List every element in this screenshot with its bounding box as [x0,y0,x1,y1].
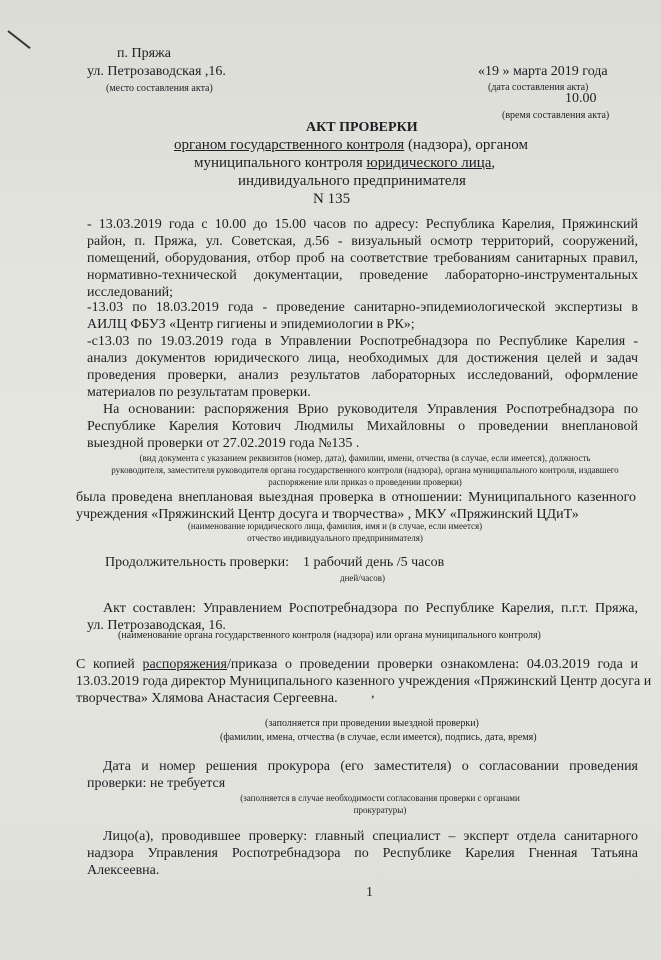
paragraph-site-inspection [87,216,638,301]
text-line: 13.03.2019 года директор Муниципального казенного учреждения «Пряжинский Центр досуга и [76,674,652,689]
paragraph-compiled-by [87,600,638,634]
time-caption: (время составления акта) [502,110,610,121]
entity-caption [170,520,500,544]
caption-line: отчество индивидуального предпринимателя) [247,533,423,543]
caption-line: прокуратуры) [353,805,407,815]
text-line: анализ документов юридического лица, необходимых для достижения целей и задач [87,351,638,366]
prosecutor-caption [210,792,550,816]
text-line: проверки: не требуется [87,776,226,791]
paragraph-document-analysis [87,333,638,401]
act-time: 10.00 [565,91,597,106]
duration-caption: дней/часов) [340,573,385,583]
text-line: была проведена внеплановая выездная проверка в отношении: Муниципального казенного [76,490,636,505]
paragraph-acquainted [76,656,652,707]
basis-caption [80,452,650,488]
text-line: Алексеевна. [87,863,160,878]
text-line: Лицо(а), проводившее проверку: главный специалист – эксперт отдела санитарного [103,829,638,844]
paragraph-expertise [87,299,638,333]
text-line [76,656,638,673]
acquainted-caption2: (фамилии, имена, отчества (в случае, если имеется), подпись, дата, время) [220,732,537,743]
text-line: Дата и номер решения прокурора (его заместителя) о согласовании проведения [103,759,638,774]
pen-mark [7,30,30,49]
caption-line: (наименование юридического лица, фамилия, имя и (в случае, если имеется) [187,521,483,531]
text-fragment-underlined: распоряжения [142,657,227,672]
text-line: творчества» Хлямова Анастасия Сергеевна. [76,691,338,706]
text-line: Республике Карелия Котович Людмилы Михайловны о проведении внеплановой [87,419,638,434]
text-line: надзора Управления Роспотребнадзора по Республике Карелия Гненная Татьяна [87,846,638,861]
text-line: проведения проверки, анализ результатов лабораторных исследований, оформление [87,368,638,383]
text-line: На основании: распоряжения Врио руководителя Управления Роспотребнадзора по [103,402,638,417]
acquainted-caption1: (заполняется при проведении выездной проверки) [265,718,479,729]
document-title: АКТ ПРОВЕРКИ [306,120,418,135]
title-line1-underlined: органом государственного контроля [174,137,405,153]
duration-label: Продолжительность проверки: [105,555,289,570]
text-line: нормативно-технической документации, проведение лабораторно-инструментальных [87,268,638,283]
paragraph-basis [87,401,638,452]
paragraph-inspector [87,828,638,879]
text-line: помещений, оборудования, отбор проб на соответствие требованиям санитарных правил, [87,251,638,266]
text-fragment: С копией [76,657,143,672]
title-line2 [194,156,495,171]
text-line: исследований; [87,285,174,300]
text-line: АИЛЦ ФБУЗ «Центр гигиены и эпидемиологии в РК»; [87,317,415,332]
title-line1-rest: (надзора), органом [404,137,528,153]
text-line: -13.03 по 18.03.2019 года - проведение санитарно-эпидемиологической экспертизы в [87,300,638,315]
caption-line: (вид документа с указанием реквизитов (номер, дата), фамилии, имени, отчества (в случае, если имеется), должность [139,453,591,463]
title-line2-underlined: юридического лица [366,155,492,171]
caption-line: руководителя, заместителя руководителя органа государственного контроля (надзора), органа муниципального контроля, издавшего [111,465,619,475]
caption-line: распоряжение или приказ о проведении проверки) [268,477,462,487]
act-number: N 135 [313,191,351,207]
title-line1 [174,138,528,153]
duration-value: 1 рабочий день /5 часов [303,555,445,570]
text-line: - 13.03.2019 года с 10.00 до 15.00 часов по адресу: Республика Карелия, Пряжинский [87,217,638,232]
text-line: материалов по результатам проверки. [87,385,311,400]
title-line2-start: муниципального контроля [194,155,367,171]
text-line: район, п. Пряжа, ул. Советская, д.56 - визуальный осмотр территорий, сооружений, [87,234,638,249]
caption-line: (заполняется в случае необходимости согласования проверки с органами [240,793,520,803]
text-line: Акт составлен: Управлением Роспотребнадзора по Республике Карелия, п.г.т. Пряжа, [103,601,638,616]
text-line: выездной проверки от 27.02.2019 года №135 . [87,436,360,451]
title-line2-comma: , [491,155,496,171]
place-line1: п. Пряжа [117,46,171,61]
place-line2: ул. Петрозаводская ,16. [87,64,226,79]
place-caption: (место составления акта) [106,83,213,94]
act-date: «19 » марта 2019 года [478,64,608,79]
text-line: ул. Петрозаводская, 16. [87,618,226,633]
page-number: 1 [366,885,373,900]
paragraph-inspected-entity [76,489,636,523]
text-fragment: /приказа о проведении проверки ознакомлена: 04.03.2019 года и [226,657,638,672]
text-line: -с13.03 по 19.03.2019 года в Управлении Роспотребнадзора по Республике Карелия - [87,334,638,349]
date-caption: (дата составления акта) [488,82,589,93]
paragraph-prosecutor [87,758,638,792]
handwritten-mark: , [371,686,375,701]
compiled-by-caption: (наименование органа государственного контроля (надзора) или органа муниципального контроля) [118,630,541,641]
text-line: учреждения «Пряжинский Центр досуга и творчества» , МКУ «Пряжинский ЦДиТ» [76,507,579,522]
title-line3: индивидуального предпринимателя [238,173,466,189]
